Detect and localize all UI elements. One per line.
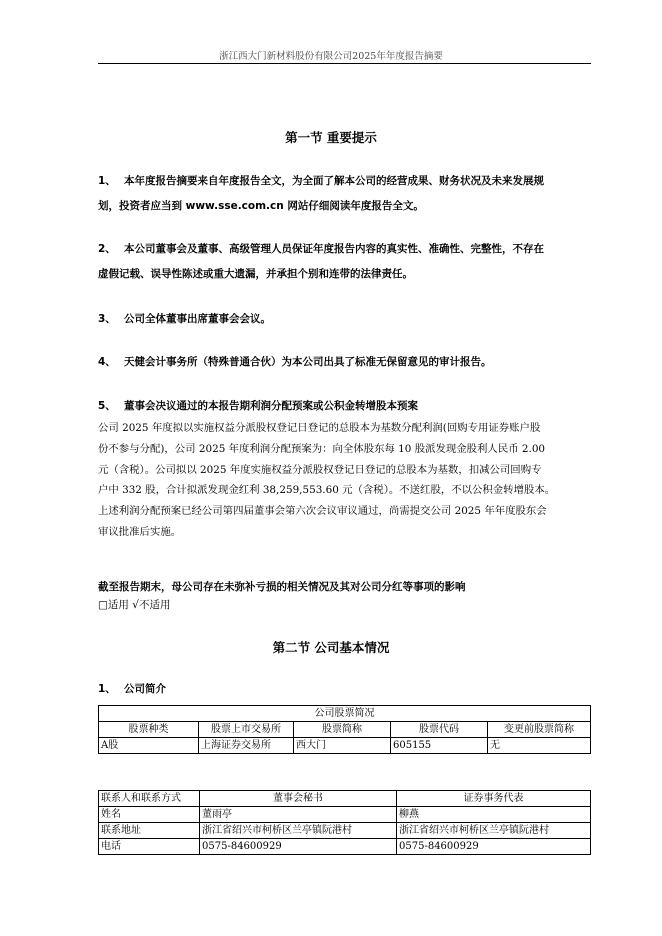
item-number: 5、 — [98, 400, 116, 412]
item-number: 4、 — [98, 356, 116, 368]
item-number: 2、 — [98, 243, 116, 255]
column-header: 股票简称 — [294, 722, 391, 738]
table-cell: 上海证券交易所 — [199, 738, 294, 754]
table-header-row — [99, 791, 591, 807]
item-text: 董事会决议通过的本报告期利润分配预案或公积金转增股本预案 — [124, 400, 418, 412]
notice-item-1 — [98, 169, 593, 219]
dividend-line: 审议批准后实施。 — [98, 525, 182, 538]
table-header-row — [99, 722, 591, 738]
table-cell: 0575-84600929 — [200, 839, 397, 855]
stock-table-caption: 公司股票简况 — [99, 706, 591, 722]
applicability-checkbox: □适用 √不适用 — [98, 599, 171, 611]
table-cell: 浙江省绍兴市柯桥区兰亭镇阮港村 — [397, 823, 591, 839]
table-cell: 0575-84600929 — [397, 839, 591, 855]
page-header: 浙江西大门新材料股份有限公司2025年年度报告摘要 — [219, 51, 443, 62]
section1-title: 第一节 重要提示 — [285, 130, 377, 145]
column-header: 股票上市交易所 — [199, 722, 294, 738]
table-cell: 605155 — [391, 738, 488, 754]
table-cell: 姓名 — [99, 807, 200, 823]
stock-info-table — [98, 705, 591, 754]
table-cell: 电话 — [99, 839, 200, 855]
dividend-line: 上述利润分配预案已经公司第四届董事会第六次会议审议通过，尚需提交公司 2025 年年度股东会 — [98, 505, 547, 518]
item-text: 公司简介 — [124, 683, 166, 695]
item-text: 公司全体董事出席董事会会议。 — [124, 313, 271, 325]
column-header: 股票代码 — [391, 722, 488, 738]
table-cell: 西大门 — [294, 738, 391, 754]
notice-item-2 — [98, 237, 593, 287]
item-text-line1: 本年度报告摘要来自年度报告全文，为全面了解本公司的经营成果、财务状况及未来发展规 — [124, 175, 544, 187]
company-profile-heading — [98, 679, 593, 699]
column-header: 股票种类 — [99, 722, 199, 738]
column-header: 董事会秘书 — [200, 791, 397, 807]
column-header: 变更前股票简称 — [488, 722, 591, 738]
table-cell: A股 — [99, 738, 199, 754]
dividend-line: 份不参与分配)，公司 2025 年度利润分配预案为：向全体股东每 10 股派发现金股利人民币 2.00 — [98, 442, 546, 455]
table-row — [99, 738, 591, 754]
column-header: 联系人和联系方式 — [99, 791, 200, 807]
section2-title: 第二节 公司基本情况 — [272, 640, 390, 655]
item-text-line2: 划，投资者应当到 www.sse.com.cn 网站仔细阅读年度报告全文。 — [98, 200, 424, 212]
table-cell: 董雨亭 — [200, 807, 397, 823]
item-number: 3、 — [98, 313, 116, 325]
dividend-line: 元（含税）。公司拟以 2025 年度实施权益分派股权登记日登记的总股本为基数，扣减公司回购专 — [98, 463, 542, 476]
table-cell: 浙江省绍兴市柯桥区兰亭镇阮港村 — [200, 823, 397, 839]
dividend-plan-paragraph — [98, 418, 593, 543]
contact-info-table — [98, 790, 591, 855]
item-number: 1、 — [98, 175, 116, 187]
notice-item-4 — [98, 350, 593, 375]
table-row — [99, 823, 591, 839]
item-text-line2: 虚假记载、误导性陈述或重大遗漏，并承担个别和连带的法律责任。 — [98, 268, 413, 280]
uncovered-loss-title: 截至报告期末，母公司存在未弥补亏损的相关情况及其对公司分红等事项的影响 — [98, 581, 466, 593]
table-row — [99, 839, 591, 855]
table-cell: 无 — [488, 738, 591, 754]
item-text: 天健会计事务所（特殊普通合伙）为本公司出具了标准无保留意见的审计报告。 — [124, 356, 492, 368]
dividend-line: 户中 332 股，合计拟派发现金红利 38,259,553.60 元（含税）。不送红股，不以公积金转增股本。 — [98, 484, 556, 497]
dividend-line: 公司 2025 年度拟以实施权益分派股权登记日登记的总股本为基数分配利润(回购专用证券账户股 — [98, 422, 541, 434]
header-divider — [98, 63, 591, 64]
column-header: 证券事务代表 — [397, 791, 591, 807]
item-text-line1: 本公司董事会及董事、高级管理人员保证年度报告内容的真实性、准确性、完整性，不存在 — [124, 243, 544, 255]
item-number: 1、 — [98, 683, 116, 695]
table-cell: 柳燕 — [397, 807, 591, 823]
table-row — [99, 807, 591, 823]
notice-item-5 — [98, 394, 593, 419]
notice-item-3 — [98, 307, 593, 332]
table-cell: 联系地址 — [99, 823, 200, 839]
